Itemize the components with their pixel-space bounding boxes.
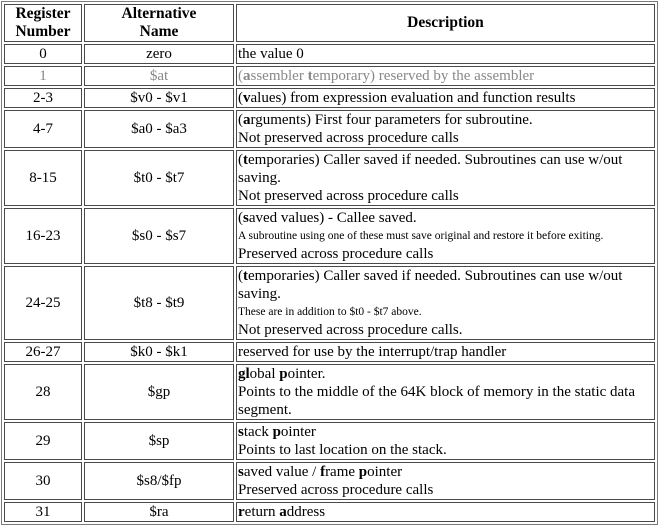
description-cell xyxy=(236,110,655,148)
register-number-cell: 8-15 xyxy=(4,150,82,206)
table-row xyxy=(4,342,655,362)
mnemonic-letter: a xyxy=(279,504,287,520)
register-number-cell: 31 xyxy=(4,502,82,522)
description-line: Not preserved across procedure calls. xyxy=(238,322,463,338)
register-table xyxy=(1,1,658,525)
description-line: Points to the middle of the 64K block of memory in the static data xyxy=(238,384,636,400)
description-line: (values) from expression evaluation and function results xyxy=(238,90,576,106)
register-number-cell: 2-3 xyxy=(4,88,82,108)
description-line: (arguments) First four parameters for subroutine. xyxy=(238,112,533,128)
mnemonic-letter: p xyxy=(279,366,288,382)
description-line: (temporaries) Caller saved if needed. Subroutines can use w/out saving. xyxy=(238,268,623,302)
register-number-cell: 4-7 xyxy=(4,110,82,148)
alternative-name-cell: $at xyxy=(84,66,234,86)
mnemonic-letter: s xyxy=(243,210,249,226)
alternative-name-cell: $sp xyxy=(84,422,234,460)
description-line: These are in addition to $t0 - $t7 above. xyxy=(238,306,422,318)
mnemonic-letter: p xyxy=(358,464,368,480)
alternative-name-cell: $t0 - $t7 xyxy=(84,150,234,206)
table-row xyxy=(4,150,655,206)
description-line: (saved values) - Callee saved. xyxy=(238,210,417,226)
alternative-name-cell: $v0 - $v1 xyxy=(84,88,234,108)
description-line: the value 0 xyxy=(238,46,304,62)
description-cell xyxy=(236,150,655,206)
table-row xyxy=(4,88,655,108)
header-description: Description xyxy=(236,4,655,42)
description-line: Points to last location on the stack. xyxy=(238,442,447,458)
mnemonic-letter: s xyxy=(238,424,244,440)
description-line: segment. xyxy=(238,402,292,418)
alternative-name-cell: $gp xyxy=(84,364,234,420)
mnemonic-letter: v xyxy=(243,90,251,106)
description-line: saved value / frame pointer xyxy=(238,464,403,480)
table-row xyxy=(4,208,655,264)
register-number-cell: 26-27 xyxy=(4,342,82,362)
header-row xyxy=(4,4,655,42)
header-register-number: Register Number xyxy=(4,4,82,42)
description-line: reserved for use by the interrupt/trap handler xyxy=(238,344,507,360)
description-cell xyxy=(236,422,655,460)
mnemonic-letter: p xyxy=(272,424,281,440)
mnemonic-letter: t xyxy=(243,152,248,168)
register-number-cell: 28 xyxy=(4,364,82,420)
alternative-name-cell: $ra xyxy=(84,502,234,522)
mnemonic-letter: t xyxy=(243,268,248,284)
description-cell xyxy=(236,364,655,420)
description-line: (temporaries) Caller saved if needed. Subroutines can use w/out saving. xyxy=(238,152,623,186)
table-row xyxy=(4,364,655,420)
register-number-cell: 29 xyxy=(4,422,82,460)
alternative-name-cell: $s8/$fp xyxy=(84,462,234,500)
alternative-name-cell: $t8 - $t9 xyxy=(84,266,234,340)
table-row xyxy=(4,110,655,148)
table-row xyxy=(4,462,655,500)
description-cell xyxy=(236,342,655,362)
mnemonic-letter: a xyxy=(243,68,251,84)
register-number-cell: 24-25 xyxy=(4,266,82,340)
description-line: Not preserved across procedure calls xyxy=(238,188,459,204)
register-number-cell: 30 xyxy=(4,462,82,500)
alternative-name-cell: $a0 - $a3 xyxy=(84,110,234,148)
alternative-name-cell: $s0 - $s7 xyxy=(84,208,234,264)
description-cell xyxy=(236,462,655,500)
description-cell xyxy=(236,502,655,522)
description-line: stack pointer xyxy=(238,424,316,440)
description-cell xyxy=(236,266,655,340)
register-number-cell: 1 xyxy=(4,66,82,86)
table-row xyxy=(4,266,655,340)
mnemonic-letter: s xyxy=(238,464,244,480)
description-cell xyxy=(236,66,655,86)
description-cell xyxy=(236,88,655,108)
alternative-name-cell: zero xyxy=(84,44,234,64)
mnemonic-letter: f xyxy=(320,464,326,480)
mnemonic-letter: r xyxy=(238,504,245,520)
description-cell xyxy=(236,44,655,64)
table-row xyxy=(4,502,655,522)
description-line: A subroutine using one of these must save original and restore it before exiting. xyxy=(238,230,604,242)
mnemonic-letter: a xyxy=(243,112,251,128)
mnemonic-letter: t xyxy=(307,68,313,84)
register-number-cell: 0 xyxy=(4,44,82,64)
table-row xyxy=(4,422,655,460)
mnemonic-letter: gl xyxy=(238,366,250,382)
description-line: global pointer. xyxy=(238,366,326,382)
table-row xyxy=(4,66,655,86)
alternative-name-cell: $k0 - $k1 xyxy=(84,342,234,362)
description-line: (assembler temporary) reserved by the assembler xyxy=(238,68,535,84)
table-row xyxy=(4,44,655,64)
description-cell xyxy=(236,208,655,264)
header-alternative-name: Alternative Name xyxy=(84,4,234,42)
description-line: Preserved across procedure calls xyxy=(238,482,434,498)
description-line: return address xyxy=(238,504,326,520)
register-number-cell: 16-23 xyxy=(4,208,82,264)
description-line: Not preserved across procedure calls xyxy=(238,130,459,146)
description-line: Preserved across procedure calls xyxy=(238,246,434,262)
